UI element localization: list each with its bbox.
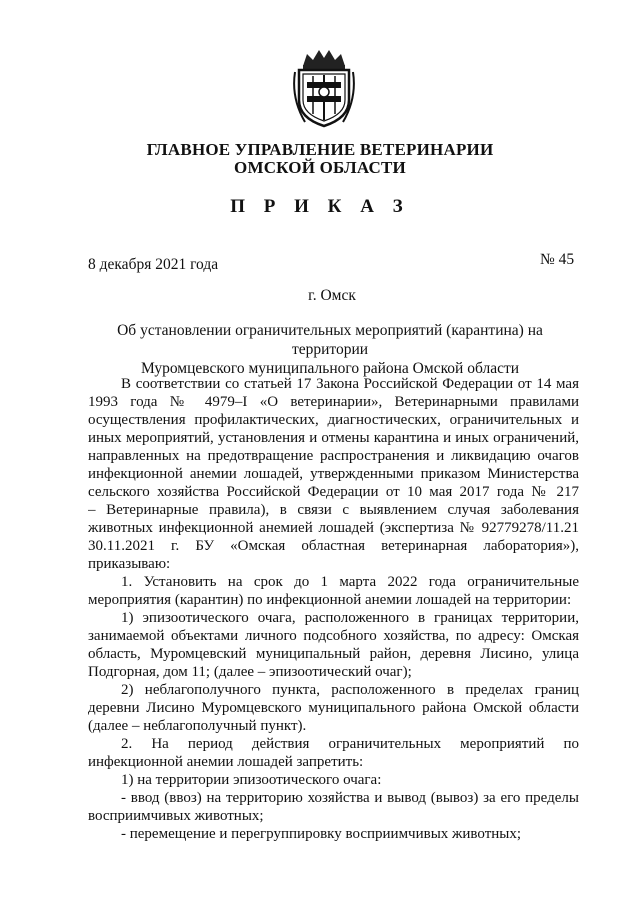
body-line: 1993 года № 4979–I «О ветеринарии», Ветеринарными правилами: [88, 394, 579, 410]
order-city: г. Омск: [308, 287, 356, 304]
body-line: инфекционной анемии лошадей запретить:: [88, 754, 364, 770]
order-date: 8 декабря 2021 года: [88, 256, 219, 273]
body-line: деревни Лисино Муромцевского муниципального района Омской области: [88, 700, 579, 716]
order-number: № 45: [540, 251, 575, 268]
omsk-coat-of-arms-icon: [291, 48, 357, 128]
body-line: область, Муромцевский муниципальный район, деревня Лисино, улица: [88, 646, 579, 662]
body-line: мероприятия (карантин) по инфекционной анемии лошадей на территории:: [88, 592, 572, 608]
subject-line1: Об установлении ограничительных мероприятий (карантина) на территории: [117, 322, 543, 358]
body-line: 1. Установить на срок до 1 марта 2022 года ограничительные: [121, 574, 579, 590]
organization-name-line2: ОМСКОЙ ОБЛАСТИ: [234, 158, 406, 177]
organization-name-line1: ГЛАВНОЕ УПРАВЛЕНИЕ ВЕТЕРИНАРИИ: [146, 140, 494, 159]
body-line: инфекционной анемии лошадей, утвержденными приказом Министерства: [88, 466, 579, 482]
body-line: 30.11.2021 г. БУ «Омская областная ветеринарная лаборатория»),: [88, 538, 579, 554]
subject-line2: Муромцевского муниципального района Омской области: [140, 360, 520, 377]
body-line: Подгорная, дом 11; (далее – эпизоотический очаг);: [88, 664, 412, 680]
body-line: направленных на предотвращение распространения и ликвидацию очагов: [88, 448, 579, 464]
body-line: восприимчивых животных;: [88, 808, 264, 824]
body-line: занимаемой объектами личного подсобного хозяйства, по адресу: Омская: [88, 628, 579, 644]
body-line: 1) на территории эпизоотического очага:: [121, 772, 382, 788]
body-line: животных инфекционной анемией лошадей (экспертиза № 92779278/11.21: [88, 520, 579, 536]
body-line: иных мероприятий, установления и отмены карантина и иных ограничений,: [88, 430, 579, 446]
body-line: 2. На период действия ограничительных мероприятий по: [121, 736, 579, 752]
body-line: сельского хозяйства Российской Федерации от 10 мая 2017 года № 217: [88, 484, 579, 500]
body-line: 2) неблагополучного пункта, расположенного в пределах границ: [121, 682, 579, 698]
body-line: осуществления профилактических, диагностических, ограничительных и: [88, 412, 579, 428]
body-line: 1) эпизоотического очага, расположенного в границах территории,: [121, 610, 579, 626]
body-line: – Ветеринарные правила), в связи с выявлением случая заболевания: [88, 502, 579, 518]
body-line: В соответствии со статьей 17 Закона Российской Федерации от 14 мая: [121, 376, 579, 392]
body-line: - перемещение и перегруппировку восприимчивых животных;: [121, 826, 522, 842]
body-line: - ввод (ввоз) на территорию хозяйства и вывод (вывоз) за его пределы: [121, 790, 579, 806]
document-type-title: П Р И К А З: [230, 196, 410, 217]
body-line: приказываю:: [88, 556, 171, 572]
body-line: (далее – неблагополучный пункт).: [88, 718, 307, 734]
order-subject: [80, 321, 580, 378]
